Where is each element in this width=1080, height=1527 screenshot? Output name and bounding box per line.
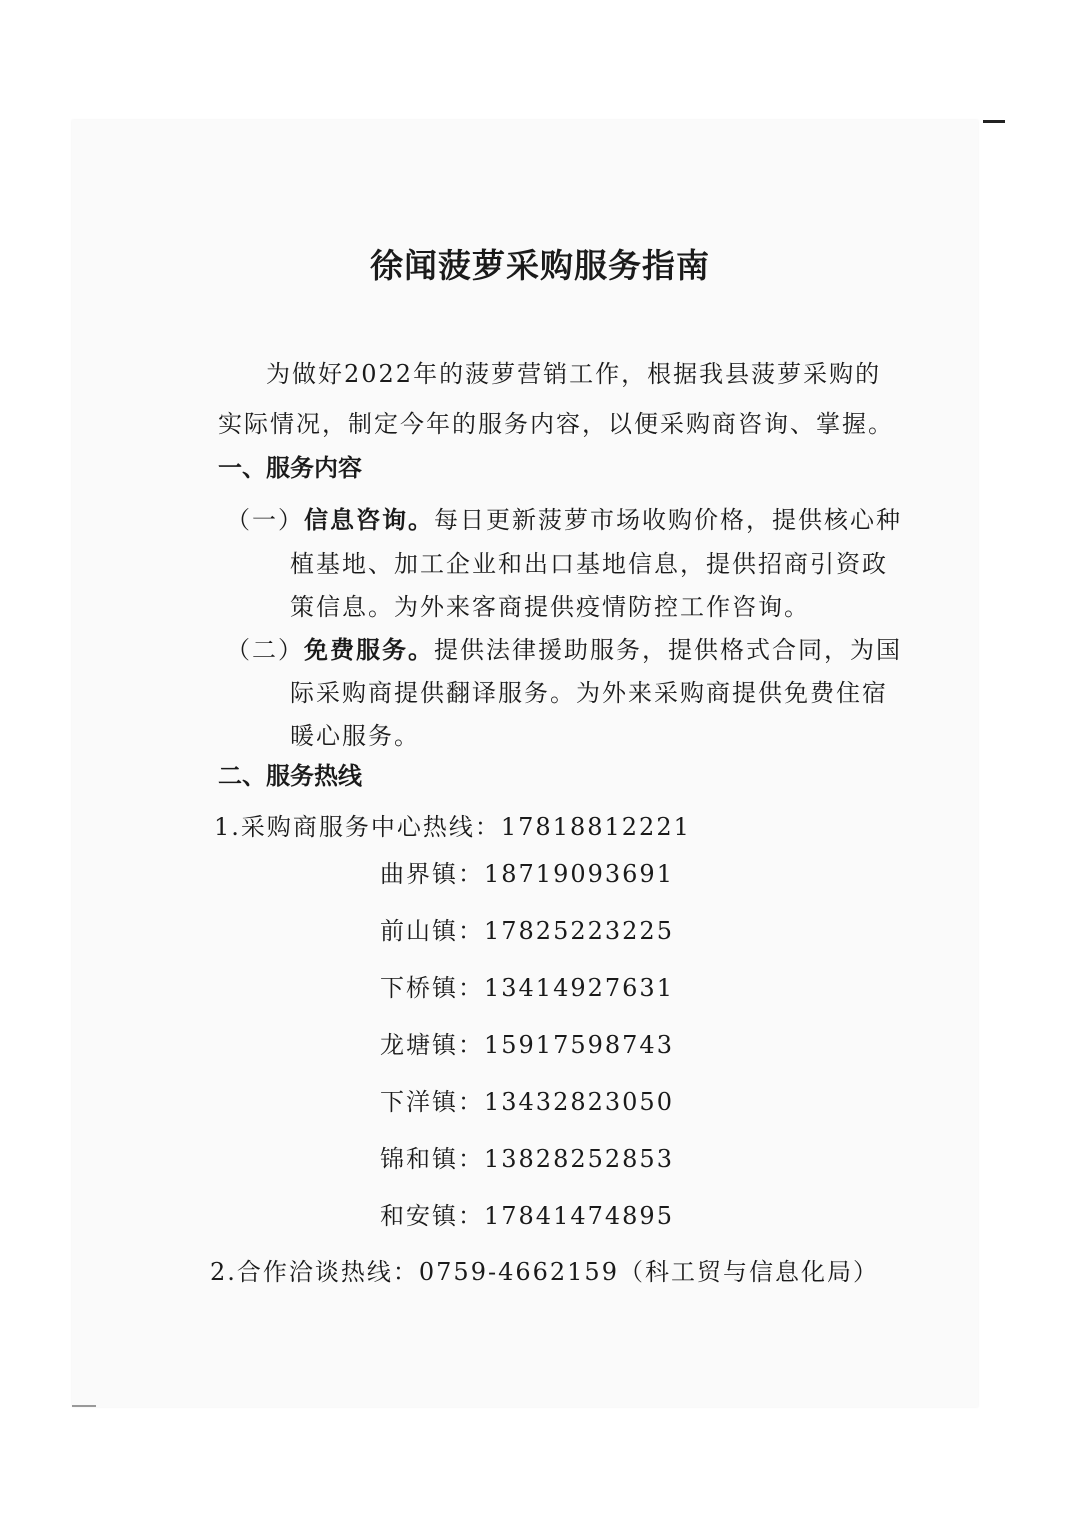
item-marker: （一） [226,506,304,534]
town-phone: 15917598743 [484,1031,674,1059]
item-free-service-line-2: 际采购商提供翻译服务。为外来采购商提供免费住宿 [290,679,888,707]
section-heading-services: 一、服务内容 [218,454,362,482]
item-free-service [226,634,902,666]
item-info-consult [226,504,902,536]
town-name: 龙塘镇： [380,1031,484,1059]
town-hotline-row [380,1086,674,1118]
item-info-consult-line-2: 植基地、加工企业和出口基地信息，提供招商引资政 [290,550,888,578]
town-name: 曲界镇： [380,860,484,888]
scan-edge-mark-bottom [72,1405,96,1407]
item-label: 信息咨询。 [304,506,434,534]
section-heading-hotlines: 二、服务热线 [218,762,362,790]
item-text: 提供法律援助服务，提供格式合同，为国 [434,636,902,664]
town-phone: 18719093691 [484,860,674,888]
town-name: 锦和镇： [380,1145,484,1173]
scan-edge-mark [983,120,1005,123]
item-marker: （二） [226,636,304,664]
town-hotline-row [380,1143,674,1175]
town-phone: 17825223225 [484,917,674,945]
hotline-buyer-center: 1.采购商服务中心热线：17818812221 [214,813,691,841]
town-hotline-row [380,1200,674,1232]
town-hotline-row [380,972,674,1004]
town-phone: 13828252853 [484,1145,674,1173]
town-phone: 13432823050 [484,1088,674,1116]
town-phone: 17841474895 [484,1202,674,1230]
item-label: 免费服务。 [304,636,434,664]
item-text: 每日更新菠萝市场收购价格，提供核心种 [434,506,902,534]
town-phone: 13414927631 [484,974,674,1002]
hotline-cooperation: 2.合作洽谈热线：0759-4662159（科工贸与信息化局） [210,1258,879,1286]
intro-line-2: 实际情况，制定今年的服务内容，以便采购商咨询、掌握。 [218,410,894,438]
town-hotline-row [380,915,674,947]
town-name: 前山镇： [380,917,484,945]
town-hotline-row [380,858,674,890]
intro-line-1: 为做好2022年的菠萝营销工作，根据我县菠萝采购的 [266,360,882,388]
town-name: 和安镇： [380,1202,484,1230]
document-title: 徐闻菠萝采购服务指南 [370,246,710,285]
item-free-service-line-3: 暖心服务。 [290,722,420,750]
town-name: 下桥镇： [380,974,484,1002]
town-hotline-row [380,1029,674,1061]
town-name: 下洋镇： [380,1088,484,1116]
item-info-consult-line-3: 策信息。为外来客商提供疫情防控工作咨询。 [290,593,810,621]
